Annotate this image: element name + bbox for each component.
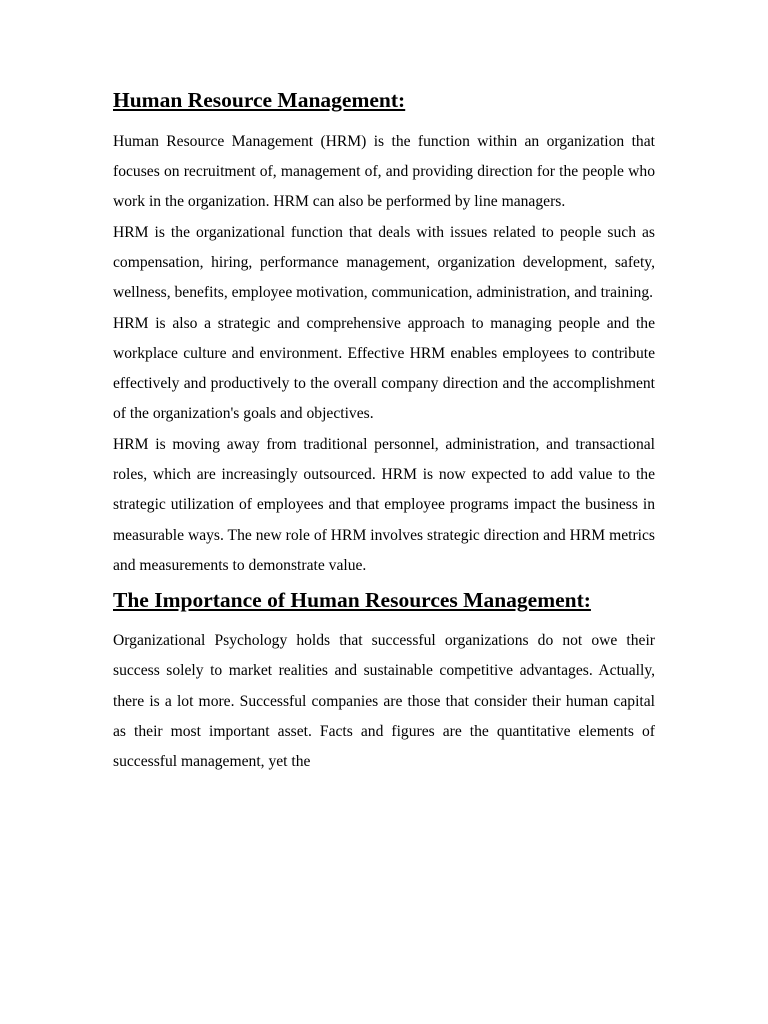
section-heading-importance: The Importance of Human Resources Management: <box>113 588 591 613</box>
paragraph-hrm-strategic: HRM is also a strategic and comprehensive approach to managing people and the workplace culture and environment. Effective HRM enables employees to contribute effectively and productively to the overall company direction and the accomplishment of the organization's goals and objectives. <box>113 314 655 423</box>
paragraph-hrm-evolving-role: HRM is moving away from traditional personnel, administration, and transactional roles, which are increasingly outsourced. HRM is now expected to add value to the strategic utilization of employees and that employee programs impact the business in measurable ways. The new role of HRM involves strategic direction and HRM metrics and measurements to demonstrate value. <box>113 435 655 574</box>
section-heading-hrm: Human Resource Management: <box>113 88 406 112</box>
paragraph-importance: Organizational Psychology holds that successful organizations do not owe their success solely to market realities and sustainable competitive advantages. Actually, there is a lot more. Successful companies are those that consider their human capital as their most important asset. Facts and figures are the quantitative elements of successful management, yet the <box>113 632 655 771</box>
paragraph-hrm-definition: Human Resource Management (HRM) is the function within an organization that focuses on recruitment of, management of, and providing direction for the people who work in the organization. HRM can also be performed by line managers. <box>113 132 655 211</box>
document-body <box>113 88 655 778</box>
paragraph-hrm-issues: HRM is the organizational function that deals with issues related to people such as compensation, hiring, performance management, organization development, safety, wellness, benefits, employee motivation, communication, administration, and training. <box>113 223 655 302</box>
